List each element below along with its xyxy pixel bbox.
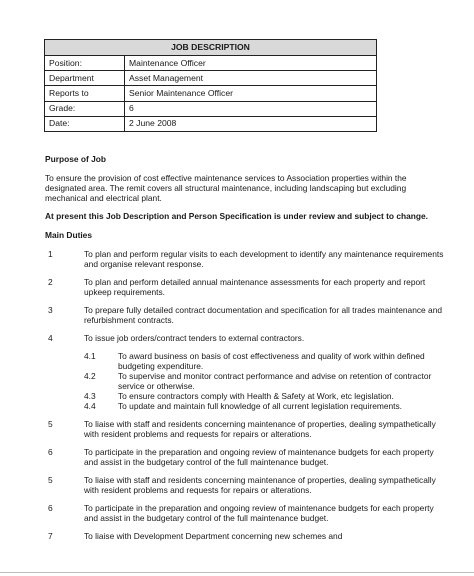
duty-line: upkeep requirements. (84, 287, 166, 297)
row-value: Senior Maintenance Officer (125, 86, 377, 101)
duty-line: To liaise with staff and residents concerning maintenance of properties, dealing sympathetically (84, 475, 436, 485)
duty-line: To issue job orders/contract tenders to external contractors. (84, 333, 305, 343)
sub-duty-line: To update and maintain full knowledge of all current legislation requirements. (118, 401, 402, 411)
duty-number: 2 (48, 277, 53, 287)
sub-duty-number: 4.2 (84, 371, 96, 381)
duty-line: and assist in the budgetary control of the full maintenance budget. (84, 513, 329, 523)
sub-duty-number: 4.1 (84, 351, 96, 361)
duty-number: 4 (48, 333, 53, 343)
purpose-heading: Purpose of Job (45, 154, 106, 164)
row-value: Maintenance Officer (125, 56, 377, 71)
row-label: Grade: (45, 101, 125, 116)
duty-number: 3 (48, 305, 53, 315)
duty-line: To prepare fully detailed contract documentation and specification for all trades maintenance and (84, 305, 443, 315)
row-value: 6 (125, 101, 377, 116)
duty-line: with resident problems and requests for repairs or alterations. (84, 429, 312, 439)
duty-line: and organise relevant response. (84, 259, 204, 269)
table-header: JOB DESCRIPTION (45, 40, 377, 56)
duty-line: To plan and perform detailed annual maintenance assessments for each property and report (84, 277, 426, 287)
review-notice: At present this Job Description and Person Specification is under review and subject to change. (45, 211, 429, 221)
duty-line: with resident problems and requests for repairs or alterations. (84, 485, 312, 495)
duty-line: To liaise with Development Department concerning new schemes and (84, 531, 343, 541)
sub-duty-line: To award business on basis of cost effectiveness and quality of work within defined (118, 351, 425, 361)
purpose-line: To ensure the provision of cost effective maintenance services to Association properties within the (45, 173, 407, 183)
sub-duty-line: To ensure contractors comply with Health & Safety at Work, etc legislation. (118, 391, 394, 401)
duty-number: 5 (48, 419, 53, 429)
duty-line: To liaise with staff and residents concerning maintenance of properties, dealing sympathetically (84, 419, 436, 429)
row-label: Reports to (45, 86, 125, 101)
duty-line: To participate in the preparation and ongoing review of maintenance budgets for each property (84, 447, 434, 457)
duty-line: refurbishment contracts. (84, 315, 174, 325)
duty-number: 7 (48, 531, 53, 541)
row-label: Date: (45, 116, 125, 131)
duty-number: 1 (48, 249, 53, 259)
purpose-line: designated area. The remit covers all structural maintenance, including landscaping but excluding (45, 183, 407, 193)
table-row (45, 86, 377, 101)
row-label: Department (45, 71, 125, 86)
duty-line: and assist in the budgetary control of the full maintenance budget. (84, 457, 329, 467)
sub-duty-number: 4.3 (84, 391, 96, 401)
main-duties-heading: Main Duties (45, 230, 92, 240)
duty-number: 5 (48, 475, 53, 485)
table-row (45, 56, 377, 71)
duty-line: To plan and perform regular visits to each development to identify any maintenance requirements (84, 249, 444, 259)
duty-line: To participate in the preparation and ongoing review of maintenance budgets for each property (84, 503, 434, 513)
duty-number: 6 (48, 503, 53, 513)
row-label: Position: (45, 56, 125, 71)
row-value: 2 June 2008 (125, 116, 377, 131)
table-row (45, 101, 377, 116)
page-edge-divider (0, 572, 474, 573)
table-row (45, 116, 377, 131)
table-row (45, 71, 377, 86)
job-description-table (44, 39, 377, 132)
row-value: Asset Management (125, 71, 377, 86)
sub-duty-line: To supervise and monitor contract performance and advise on retention of contractor (118, 371, 432, 381)
sub-duty-line: budgeting expenditure. (118, 361, 204, 371)
sub-duty-line: service or otherwise. (118, 381, 195, 391)
duty-number: 6 (48, 447, 53, 457)
purpose-line: mechanical and electrical plant. (45, 193, 162, 203)
sub-duty-number: 4.4 (84, 401, 96, 411)
